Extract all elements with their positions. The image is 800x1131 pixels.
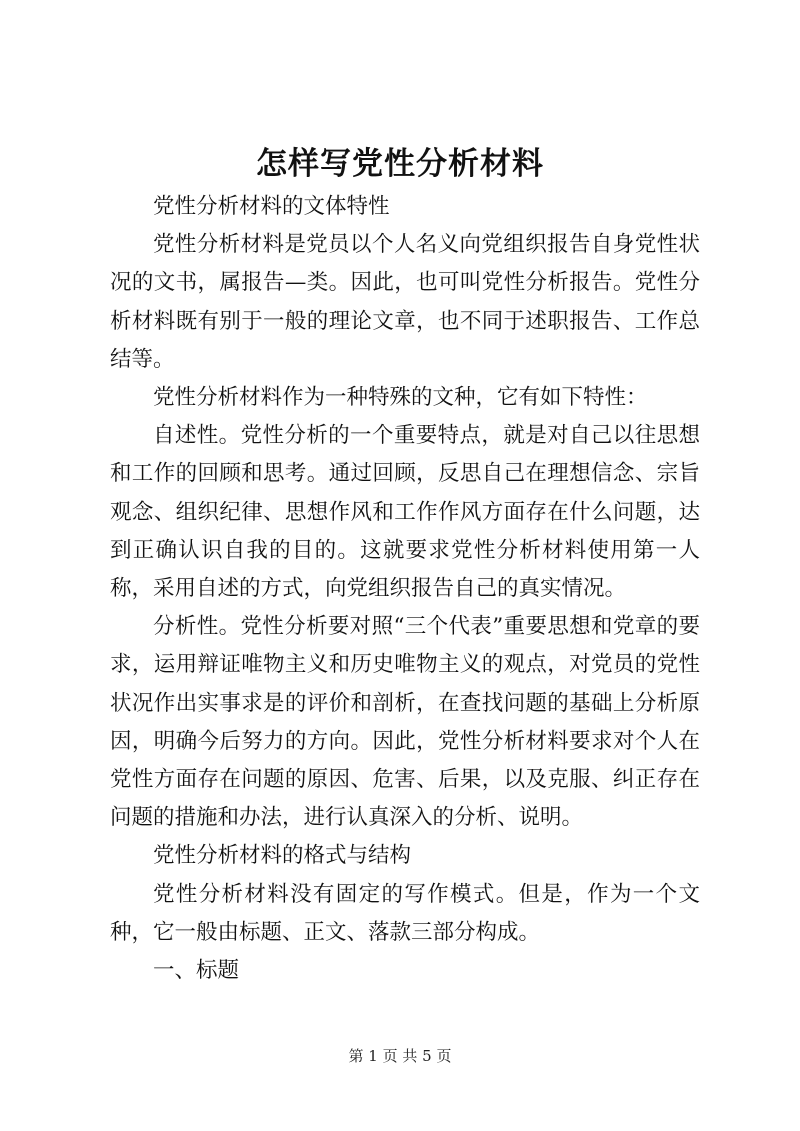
paragraph-structure: 党性分析材料没有固定的写作模式。但是，作为一个文种，它一般由标题、正文、落款三部分构成。 <box>110 881 700 945</box>
paragraph-analytical: 分析性。党性分析要对照“三个代表”重要思想和党章的要求，运用辩证唯物主义和历史唯物主义的观点，对党员的党性状况作出实事求是的评价和剖析，在查找问题的基础上分析原因，明确今后努力的方向。因此，党性分析材料要求对个人在党性方面存在问题的原因、危害、后果，以及克服、纠正存在问题的措施和办法，进行认真深入的分析、说明。 <box>110 614 700 831</box>
subheading-title: 一、标题 <box>153 958 240 984</box>
paragraph-self-narrative: 自述性。党性分析的一个重要特点，就是对自己以往思想和工作的回顾和思考。通过回顾，反思自己在理想信念、宗旨观念、组织纪律、思想作风和工作作风方面存在什么问题，达到正确认识自我的目的。这就要求党性分析材料使用第一人称，采用自述的方式，向党组织报告自己的真实情况。 <box>110 423 700 602</box>
document-title: 怎样写党性分析材料 <box>256 146 544 182</box>
page-footer: 第 1 页 共 5 页 <box>348 1047 452 1065</box>
paragraph-features-intro: 党性分析材料作为一种特殊的文种，它有如下特性： <box>153 385 648 411</box>
section-heading-style: 党性分析材料的文体特性 <box>153 194 390 219</box>
document-body <box>110 188 700 990</box>
paragraph-definition: 党性分析材料是党员以个人名义向党组织报告自身党性状况的文书，属报告—类。因此，也可叫党性分析报告。党性分析材料既有别于一般的理论文章，也不同于述职报告、工作总结等。 <box>110 232 700 372</box>
section-heading-format: 党性分析材料的格式与结构 <box>153 843 412 869</box>
